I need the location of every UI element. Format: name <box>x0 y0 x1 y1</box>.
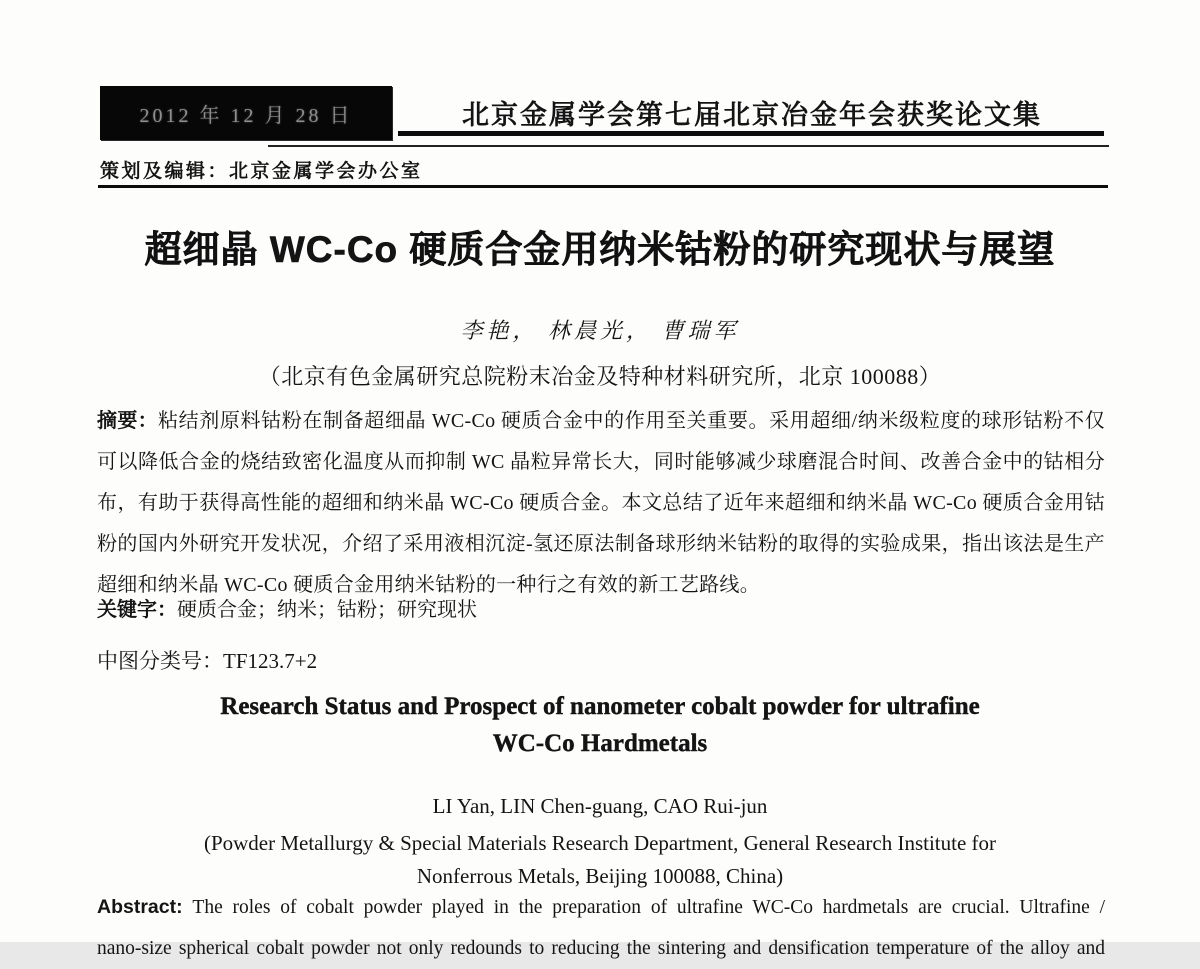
keywords-label-cn: 关键字： <box>97 599 177 621</box>
abstract-en-line1-text: The roles of cobalt powder played in the preparation of ultrafine WC-Co hardmetals are crucial. Ultrafine / <box>192 897 1106 918</box>
clc-value: TF123.7+2 <box>223 649 318 673</box>
abstract-en-line1 <box>97 887 1105 928</box>
proceedings-title: 北京金属学会第七届北京冶金年会获奖论文集 <box>462 100 1042 130</box>
affiliation-en <box>0 827 1200 893</box>
abstract-cn <box>97 401 1105 606</box>
paper-title-en-line1: Research Status and Prospect of nanometer cobalt powder for ultrafine <box>220 693 980 720</box>
clc-line <box>97 645 317 675</box>
editor-rule <box>98 185 1108 188</box>
paper-title-en-line2: WC-Co Hardmetals <box>492 730 708 757</box>
abstract-en <box>97 887 1105 969</box>
header-rule-thin <box>268 145 1109 147</box>
abstract-label-cn: 摘要： <box>97 410 158 432</box>
abstract-text-cn: 粘结剂原料钴粉在制备超细晶 WC-Co 硬质合金中的作用至关重要。采用超细/纳米级粒度的球形钴粉不仅可以降低合金的烧结致密化温度从而抑制 WC 晶粒异常长大，同时能够减少球磨混合时间、改善合金中的钴相分布，有助于获得高性能的超细和纳米晶 WC-Co 硬质合金。本文总结了近年来超细和纳米晶 WC-Co 硬质合金用钴粉的国内外研究开发状况，介绍了采用液相沉淀-氢还原法制备球形纳米钴粉的取得的实验成果，指出该法是生产超细和纳米晶 WC-Co 硬质合金用纳米钴粉的一种行之有效的新工艺路线。 <box>97 410 1106 596</box>
authors-en: LI Yan, LIN Chen-guang, CAO Rui-jun <box>432 794 768 818</box>
paper-title-en <box>0 688 1200 762</box>
affiliation-en-line2: Nonferrous Metals, Beijing 100088, China) <box>416 864 784 888</box>
editor-line: 策划及编辑：北京金属学会办公室 <box>100 161 423 182</box>
date-banner-text: 2012 年 12 月 28 日 <box>139 104 353 127</box>
clc-label: 中图分类号： <box>97 649 223 673</box>
affiliation-cn: （北京有色金属研究总院粉末冶金及特种材料研究所，北京 100088） <box>258 364 942 389</box>
abstract-en-line2: nano-size spherical cobalt powder not only redounds to reducing the sintering and densification temperature of the alloy and <box>97 938 1105 959</box>
paper-title-cn: 超细晶 WC-Co 硬质合金用纳米钴粉的研究现状与展望 <box>144 229 1056 270</box>
date-banner <box>100 86 392 140</box>
keywords-cn <box>97 593 477 622</box>
affiliation-en-line1: (Powder Metallurgy & Special Materials Research Department, General Research Institute for <box>203 831 997 855</box>
header-rule-thick <box>398 131 1104 136</box>
abstract-label-en: Abstract: <box>97 896 183 918</box>
keywords-text-cn: 硬质合金；纳米；钴粉；研究现状 <box>177 599 477 621</box>
authors-cn: 李艳， 林晨光， 曹瑞军 <box>460 318 740 343</box>
